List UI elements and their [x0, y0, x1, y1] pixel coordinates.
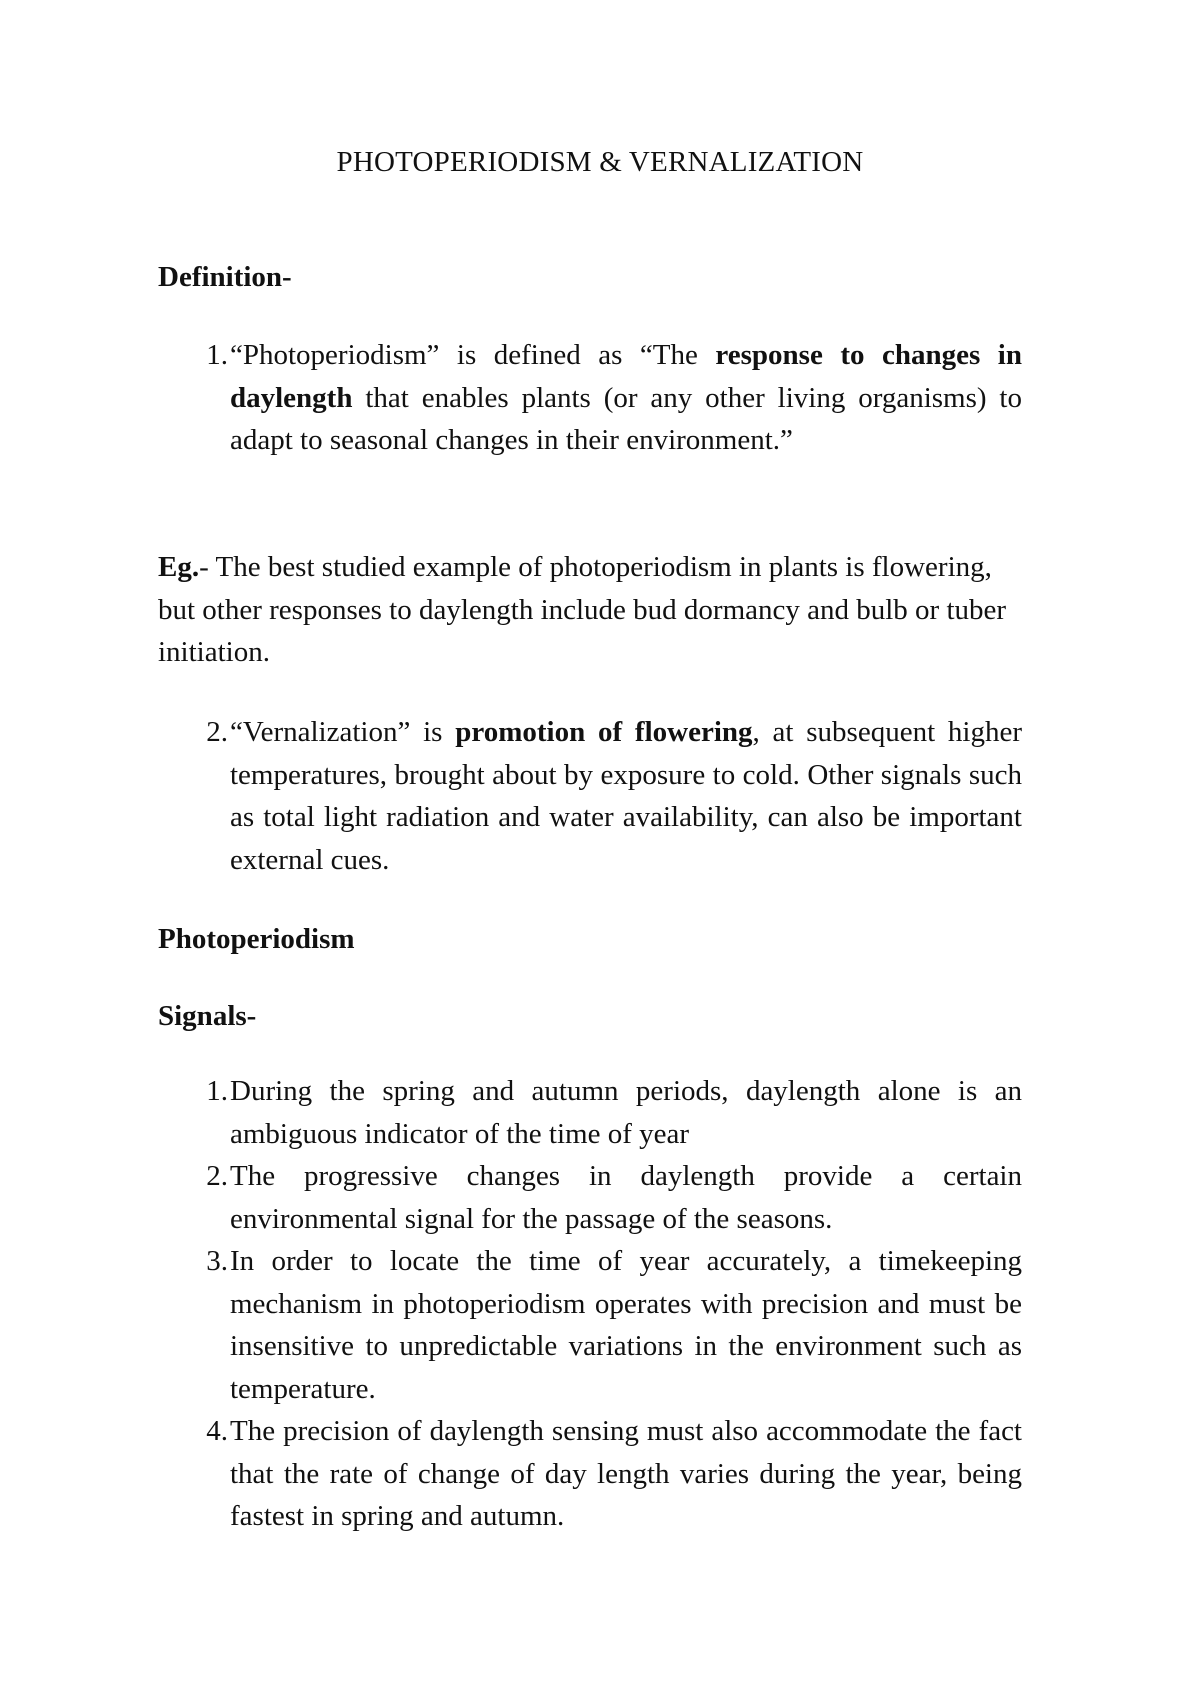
definition-item-2: [192, 711, 1022, 881]
signal-text: During the spring and autumn periods, daylength alone is an ambiguous indicator of the time of year: [230, 1075, 1022, 1150]
list-number: 1.: [206, 339, 228, 371]
signal-item-1: [192, 1070, 1022, 1155]
photoperiodism-heading: Photoperiodism: [158, 923, 355, 955]
definition-text: “Vernalization” is promotion of flowering, at subsequent higher temperatures, brought about by exposure to cold. Other signals such as total light radiation and water availability, can also be important external cues.: [230, 716, 1022, 876]
bold-term: promotion of flowering: [455, 716, 753, 748]
list-number: 1.: [206, 1075, 228, 1107]
list-number: 4.: [206, 1415, 228, 1447]
signal-text: The precision of daylength sensing must also accommodate the fact that the rate of change of day length varies during the year, being fastest in spring and autumn.: [230, 1415, 1022, 1532]
signals-heading: Signals-: [158, 1000, 257, 1032]
signal-item-4: [192, 1410, 1022, 1538]
example-text: - The best studied example of photoperiodism in plants is flowering, but other responses to daylength include bud dormancy and bulb or tuber initiation.: [158, 551, 1007, 668]
bold-term: response to changes in daylength: [230, 339, 1022, 414]
example-paragraph: [158, 546, 1018, 674]
example-label: Eg.: [158, 551, 200, 583]
signal-text: The progressive changes in daylength provide a certain environmental signal for the passage of the seasons.: [230, 1160, 1022, 1235]
list-number: 2.: [206, 1160, 228, 1192]
signal-text: In order to locate the time of year accurately, a timekeeping mechanism in photoperiodism operates with precision and must be insensitive to unpredictable variations in the environment such as temperature.: [230, 1245, 1022, 1405]
list-number: 2.: [206, 716, 228, 748]
definition-item-1: [192, 334, 1022, 462]
page-title: PHOTOPERIODISM & VERNALIZATION: [336, 146, 864, 178]
signal-item-3: [192, 1240, 1022, 1410]
definition-heading: Definition-: [158, 261, 292, 293]
definition-text: “Photoperiodism” is defined as “The response to changes in daylength that enables plants (or any other living organisms) to adapt to seasonal changes in their environment.”: [230, 339, 1022, 456]
list-number: 3.: [206, 1245, 228, 1277]
signal-item-2: [192, 1155, 1022, 1240]
